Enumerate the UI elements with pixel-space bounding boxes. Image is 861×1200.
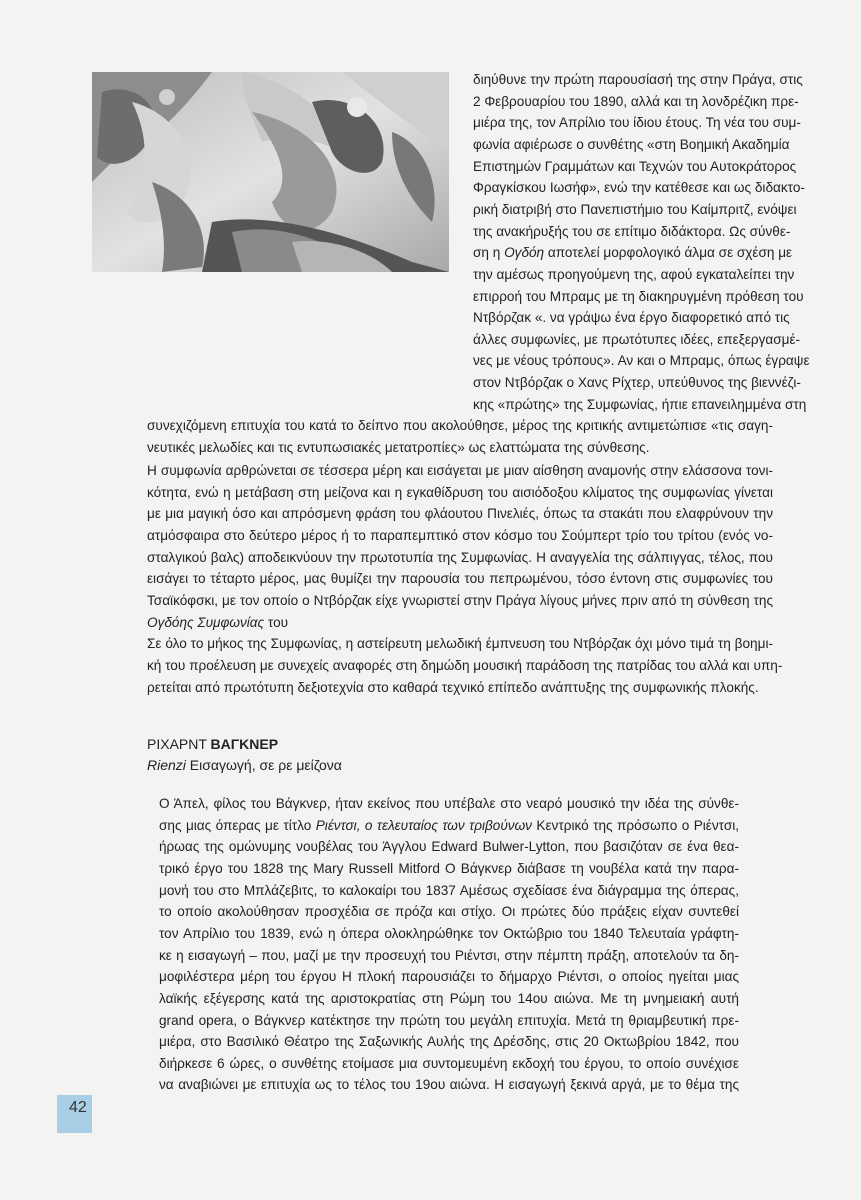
text-line: grand opera, ο Βάγκνερ κατέκτησε την πρώτη του μεγάλη επιτυχία. Μετά τη θριαμβευτική πρε- (159, 1012, 739, 1028)
text-line: κε η εισαγωγή – που, μαζί με την προσευχή του Ριέντσι, στην πέμπτη πράξη, αποτελούν τα δη- (159, 947, 739, 963)
text-line: κή του προέλευση με συνεχείς αναφορές στη δημώδη μουσική παράδοση της πατρίδας του αλλά και υπη- (147, 657, 783, 673)
text-line: Ντβόρζακ «. να γράψω ένα έργο διαφορετικό από τις (473, 310, 790, 326)
text-segment: ση η (473, 245, 505, 261)
text-line: Ο Άπελ, φίλος του Βάγκνερ, ήταν εκείνος που υπέβαλε στο νεαρό μουσικό την ιδέα της σύνθε- (159, 796, 739, 811)
section-work-title (147, 755, 342, 775)
text-line: ατμόσφαιρα στο δεύτερο μέρος ή το παραπεμπτικό στον κόσμο του Σούμπερτ τρίο του τρίτου (ενός νο- (147, 527, 773, 543)
text-line (159, 816, 739, 836)
text-line: της ανακήρυξής του σε επίτιμο διδάκτορα. Ως σύνθε- (473, 223, 791, 239)
text-line: κης «πρώτης» της Συμφωνίας, ήπιε επανειλημμένα στη (473, 396, 807, 412)
text-line: με μια μαγική όσο και απρόσμενη φράση του φλάουτου Πινελιές, όπως τα στακάτι που ελαφρύνουν την (147, 506, 773, 522)
text-line: νευτικές μελωδίες και τις εντυπωσιακές μετατροπίες» ως ελαττώματα της σύνθεσης. (147, 440, 650, 456)
text-line: τρικό έργο του 1828 της Mary Russell Mitford Ο Βάγκνερ διάβασε τη νουβέλα κατά την παρα- (159, 860, 739, 876)
composer-first-name: ΡΙΧΑΡΝΤ (147, 736, 211, 752)
text-line: να αναβιώνει με επιτυχία ως το τέλος του 19ου αιώνα. Η εισαγωγή ξεκινά αργά, με το θέμα της (159, 1077, 739, 1093)
text-line: μοφιλέστερα μέρη του έργου Η πλοκή παρουσιάζει το δήμαρχο Ριέντσι, ο οποίος ηγείται μιας (159, 969, 739, 985)
composer-last-name: ΒΑΓΚΝΕΡ (210, 736, 279, 752)
section-heading-composer (147, 734, 278, 754)
text-line: διηύθυνε την πρώτη παρουσίασή της στην Πράγα, στις (473, 72, 803, 87)
text-line: κότητα, ενώ η μετάβαση στη μείζονα και η εγκαθίδρυση του αισιόδοξου κλίματος της συμφωνίας γίνεται (147, 484, 773, 500)
text-line: μιέρα, στο Βασιλικό Θέατρο της Σαξωνικής Αυλής της Δρέσδης, στις 20 Οκτωβρίου 1842, που (159, 1034, 739, 1050)
text-line: εισάγει το τέταρτο μέρος, μας θυμίζει την παρουσία του πεπρωμένου, τόσο έντονη στις συμφωνίες του (147, 571, 773, 587)
text-segment: σης μιας όπερας με τίτλο (159, 817, 316, 833)
text-line: Επιστημών Γραμμάτων και Τεχνών του Αυτοκράτορος (473, 158, 797, 174)
text-line: 2 Φεβρουαρίου του 1890, αλλά και τη λονδρέζικη πρε- (473, 93, 799, 109)
text-line: φωνία αφιέρωσε ο συνθέτης «στη Βοημική Ακαδημία (473, 136, 790, 152)
work-title-italic: Rienzi (147, 757, 186, 773)
text-line: Η συμφωνία αρθρώνεται σε τέσσερα μέρη και εισάγεται με μιαν αίσθηση αναμονής στην ελάσσονα τονι- (147, 463, 773, 478)
text-segment: αποτελεί μορφολογικό άλμα σε σχέση με (544, 245, 793, 261)
text-line: τον Απρίλιο του 1839, ενώ η όπερα ολοκληρώθηκε τον Οκτώβριο του 1840 Τελευταία γράφτη- (159, 925, 739, 941)
text-line: λαϊκής εξέγερσης κατά της αριστοκρατίας στη Ρώμη του 14ου αιώνα. Με τη μνημειακή αυτή (159, 990, 739, 1006)
text-line: σταλγικού βαλς) αποδεικνύουν την πρωτοτυπία της Συμφωνίας. Η αναγγελία της σάλπιγγας, τέλος, που (147, 549, 773, 565)
text-segment: Κεντρικό της πρόσωπο ο Ριέντσι, (531, 817, 740, 833)
text-line: Φραγκίσκου Ιωσήφ», ενώ την κατέθεσε και ως διδακτο- (473, 180, 805, 196)
italic-text: Ογδόη (504, 245, 545, 261)
baroque-painting-illustration (92, 72, 449, 272)
text-line: την αμέσως προηγούμενη της, αφού εγκαταλείπει την (473, 266, 795, 282)
text-line: Σε όλο το μήκος της Συμφωνίας, η αστείρευτη μελωδική έμπνευση του Ντβόρζακ όχι μόνο τιμά τη βοημι- (147, 636, 773, 652)
text-line (147, 613, 773, 633)
text-line: διήρκεσε 6 ώρες, ο συνθέτης ετοίμασε μια συντομευμένη εκδοχή του έργου, το οποίο συνέχισε (159, 1055, 739, 1071)
text-line: άλλες συμφωνίες, με πρωτότυπες ιδέες, επεξεργασμέ- (473, 331, 801, 347)
text-line: στον Ντβόρζακ ο Χανς Ρίχτερ, υπεύθυνος της βιεννέζι- (473, 375, 801, 391)
italic-text: Ριέντσι, ο τελευταίος των τριβούνων (315, 817, 532, 833)
text-line: νες με νέους τρόπους». Αν και ο Μπραμς, όπως έγραψε (473, 353, 810, 369)
text-line: επιρροή του Μπραμς με τη διακηρυγμένη πρόθεση του (473, 288, 804, 304)
text-line: συνεχιζόμενη επιτυχία του κατά το δείπνο που ακολούθησε, μέρος της κριτικής αντιμετώπισε «τις σαγη- (147, 418, 773, 434)
text-line: μιέρα της, τον Απρίλιο του ίδιου έτους. Τη νέα του συμ- (473, 115, 801, 131)
text-line: Τσαϊκόφσκι, με τον οποίο ο Ντβόρζακ είχε γνωριστεί στην Πράγα λίγους μήνες πριν από τη σύνθεση της (147, 592, 773, 608)
page-number: 42 (57, 1095, 92, 1133)
text-line: ρετείται από πρωτότυπη δεξιοτεχνία στο καθαρά τεχνικό επίπεδο ανάπτυξης της συμφωνικής πλοκής. (147, 679, 759, 695)
work-title-rest: Εισαγωγή, σε ρε μείζονα (185, 757, 342, 773)
text-line: ήρωας της ομώνυμης νουβέλας του Άγγλου Edward Bulwer-Lytton, που βασιζόταν σε ένα θεα- (159, 839, 739, 855)
italic-text: Ογδόης Συμφωνίας (147, 614, 265, 630)
text-line (473, 243, 793, 263)
text-line: το οποίο ακολούθησαν προσχέδια σε πρόζα και στίχο. Οι πρώτες δύο πράξεις είχαν συντεθεί (159, 904, 739, 920)
text-segment: του (264, 614, 289, 630)
text-line: μονή του στο Μπλάζεβιτς, το καλοκαίρι του 1837 Αμέσως σχεδίασε ένα διάγραμμα της όπερας, (159, 882, 739, 898)
text-line: ρική διατριβή στο Πανεπιστήμιο του Καίμπριτζ, ενόψει (473, 201, 797, 217)
